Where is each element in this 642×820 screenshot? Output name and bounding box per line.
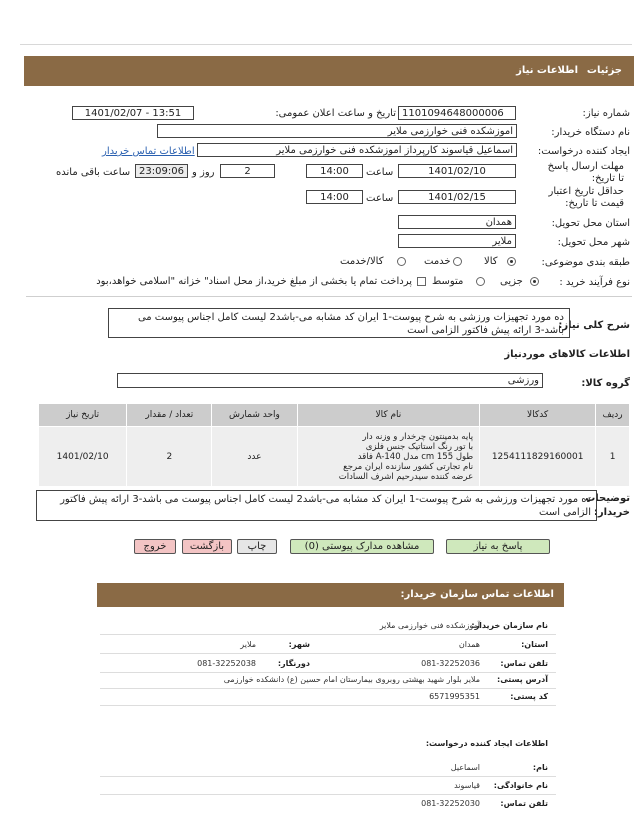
cell-row-index: 1 — [596, 427, 630, 487]
cell-item-name — [297, 427, 480, 487]
deadline-date-field: 1401/02/10 — [398, 164, 516, 178]
treasury-payment-note: پرداخت تمام یا بخشی از مبلغ خرید،از محل اسناد" خزانه "اسلامی خواهد،بود — [96, 276, 412, 287]
items-table — [38, 403, 630, 487]
category-label: طبقه بندی موضوعی: — [541, 257, 630, 268]
province-field: همدان — [398, 215, 516, 229]
contact-province-value: همدان — [458, 640, 480, 649]
summary-box — [108, 308, 570, 338]
days-remaining-field: 2 — [220, 164, 275, 178]
contact-section-header — [97, 583, 564, 607]
goods-group-field: ورزشی — [117, 373, 543, 388]
item-name-line: نام تجارتی کشور سازنده ایران مرجع — [343, 461, 474, 472]
category-option-goods: کالا — [484, 256, 498, 267]
deadline-time-label: ساعت — [366, 167, 394, 178]
org-name-label: نام سازمان خریدار: — [471, 621, 548, 630]
items-section-title: اطلاعات کالاهای موردنیاز — [504, 349, 630, 360]
cell-quantity: 2 — [127, 427, 212, 487]
item-name-line: طول 155 cm مدل A-140 فاقد — [357, 451, 474, 462]
contact-address-label: آدرس پستی: — [497, 675, 548, 684]
section-divider — [26, 296, 632, 297]
category-option-service: خدمت — [424, 256, 451, 267]
contact-city-label: شهر: — [288, 640, 310, 649]
col-item-code: کدکالا — [480, 404, 596, 427]
col-row-index: ردیف — [596, 404, 630, 427]
creator-last-name-label: نام خانوادگی: — [493, 781, 548, 790]
buyer-notes-box — [36, 490, 597, 521]
tab-need-info[interactable]: اطلاعات نیاز — [516, 65, 578, 76]
creator-phone-label: تلفن تماس: — [500, 799, 548, 808]
page-header — [24, 56, 634, 86]
table-header-row — [39, 404, 630, 427]
time-remaining-field: 23:09:06 — [135, 164, 188, 178]
creator-last-name-value: قیاسوند — [454, 781, 480, 790]
validity-time-field: 14:00 — [306, 190, 363, 204]
contact-postal-value: 6571995351 — [429, 692, 480, 701]
summary-line-1: ده مورد تجهیزات ورزشی به شرح پیوست-1 ایران کد مشابه می-باشد2 لیست کامل اجناس پیوست می — [137, 312, 564, 323]
buyer-notes-line-2: الزامی است — [539, 507, 591, 518]
category-radio-goods[interactable] — [507, 257, 516, 266]
attachments-button[interactable]: مشاهده مدارک پیوستی (0) — [290, 539, 434, 554]
announce-label: تاریخ و ساعت اعلان عمومی: — [275, 108, 396, 119]
category-radio-both[interactable] — [397, 257, 406, 266]
purchase-option-minor: جزیی — [500, 276, 523, 287]
tab-details[interactable]: جزئیات — [586, 65, 622, 76]
announce-field: 1401/02/07 - 13:51 — [72, 106, 194, 120]
row-divider — [100, 705, 556, 706]
reply-button[interactable]: پاسخ به نیاز — [446, 539, 550, 554]
exit-button[interactable]: خروج — [134, 539, 176, 554]
purchase-radio-medium[interactable] — [476, 277, 485, 286]
print-button[interactable]: چاپ — [237, 539, 277, 554]
need-number-label: شماره نیاز: — [582, 108, 630, 119]
table-row — [39, 427, 630, 487]
creator-field: اسماعیل قیاسوند کارپرداز اموزشکده فنی خوارزمی ملایر — [197, 143, 517, 157]
contact-fax-label: دورنگار: — [277, 659, 310, 668]
row-divider — [100, 794, 556, 795]
row-divider — [100, 688, 556, 689]
col-quantity: تعداد / مقدار — [127, 404, 212, 427]
need-number-field: 1101094648000006 — [398, 106, 516, 120]
contact-phone-value: 081-32252036 — [421, 659, 480, 668]
days-label: روز و — [192, 167, 215, 178]
remaining-label: ساعت باقی مانده — [56, 167, 131, 178]
validity-time-label: ساعت — [366, 193, 394, 204]
item-name-line: با تور رنگ استاتیک جنس فلزی — [365, 441, 474, 452]
contact-city-value: ملایر — [240, 640, 256, 649]
top-divider — [20, 44, 632, 45]
col-unit: واحد شمارش — [212, 404, 297, 427]
purchase-radio-minor[interactable] — [530, 277, 539, 286]
cell-need-date: 1401/02/10 — [39, 427, 127, 487]
city-label: شهر محل تحویل: — [557, 237, 630, 248]
price-validity-label: حداقل تاریخ اعتبار قیمت تا تاریخ: — [548, 186, 624, 209]
contact-section-title: اطلاعات تماس سازمان خریدار: — [400, 589, 554, 600]
creator-label: ایجاد کننده درخواست: — [537, 146, 630, 157]
contact-phone-label: تلفن تماس: — [500, 659, 548, 668]
back-button[interactable]: بازگشت — [182, 539, 232, 554]
purchase-type-label: نوع فرآیند خرید : — [559, 277, 630, 288]
buyer-org-field: اموزشکده فنی خوارزمی ملایر — [157, 124, 517, 138]
buyer-org-label: نام دستگاه خریدار: — [551, 127, 630, 138]
creator-info-title: اطلاعات ایجاد کننده درخواست: — [425, 739, 548, 748]
buyer-notes-line-1: ده مورد تجهیزات ورزشی به شرح پیوست-1 ایران کد مشابه می-باشد2 لیست کامل اجناس پیوست می باشد-3 ارائه پیش فاکتور — [60, 494, 591, 505]
contact-fax-value: 081-32252038 — [197, 659, 256, 668]
category-radio-service[interactable] — [453, 257, 462, 266]
deadline-label: مهلت ارسال پاسخ تا تاریخ: — [547, 161, 624, 184]
row-divider — [100, 672, 556, 673]
summary-label: شرح کلی نیاز: — [558, 320, 630, 331]
row-divider — [100, 653, 556, 654]
cell-item-code: 1254111829160001 — [480, 427, 596, 487]
contact-address-value: ملایر بلوار شهید بهشتی روبروی بیمارستان امام حسین (ع) دانشکده خوارزمی — [223, 675, 480, 684]
treasury-payment-checkbox[interactable] — [417, 277, 426, 286]
creator-phone-value: 081-32252030 — [421, 799, 480, 808]
goods-group-label: گروه کالا: — [581, 378, 630, 389]
province-label: استان محل تحویل: — [551, 218, 630, 229]
buyer-notes-label-2: خریدار: — [593, 507, 630, 518]
row-divider — [100, 634, 556, 635]
buyer-notes-label-1: توضیحات — [585, 493, 630, 504]
contact-province-label: استان: — [521, 640, 548, 649]
creator-first-name-value: اسماعیل — [450, 763, 480, 772]
item-name-line: عرضه کننده سیدرحیم اشرف السادات — [338, 471, 474, 482]
cell-unit: عدد — [212, 427, 297, 487]
creator-first-name-label: نام: — [532, 763, 548, 772]
item-name-line: پایه بدمینتون چرخدار و وزنه دار — [362, 431, 474, 442]
org-name-value: آموزشکده فنی خوارزمی ملایر — [379, 621, 480, 630]
row-divider — [100, 776, 556, 777]
city-field: ملایر — [398, 234, 516, 248]
buyer-contact-link[interactable]: اطلاعات تماس خریدار — [102, 146, 195, 157]
category-option-both: کالا/خدمت — [340, 256, 384, 267]
summary-line-2: باشد-3 ارائه پیش فاکتور الزامی است — [407, 325, 564, 336]
deadline-time-field: 14:00 — [306, 164, 363, 178]
validity-date-field: 1401/02/15 — [398, 190, 516, 204]
col-need-date: تاریخ نیاز — [39, 404, 127, 427]
col-item-name: نام کالا — [297, 404, 480, 427]
contact-postal-label: کد پستی: — [510, 692, 548, 701]
purchase-option-medium: متوسط — [432, 276, 464, 287]
